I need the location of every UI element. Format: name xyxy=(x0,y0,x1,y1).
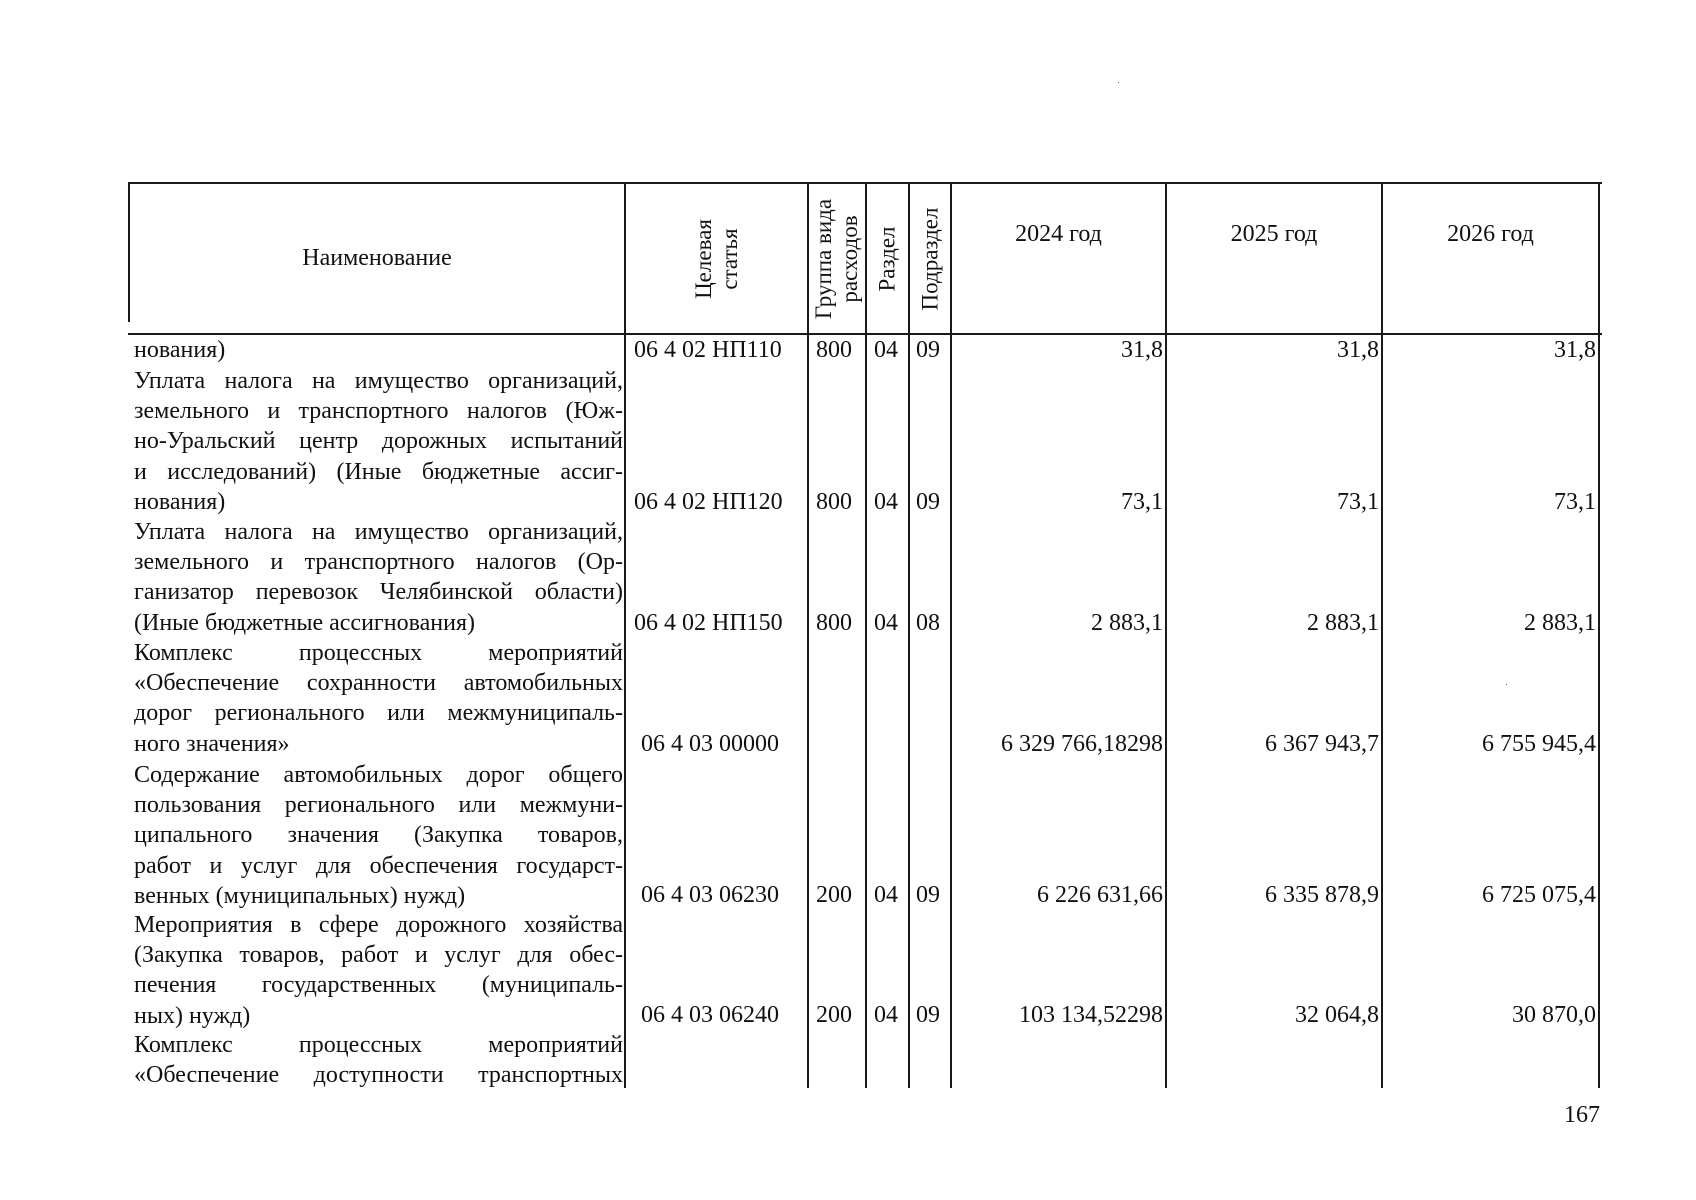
row-section: 04 xyxy=(874,610,898,636)
table-row-name: Комплекс процессных мероприятий «Обеспечение доступности транспортных xyxy=(134,1032,623,1089)
table-row-name: Содержание автомобильных дорог общего пользования регионального или межмуни- ципального значения (Закупка товаров, работ и услуг для обеспечения государст- венных (муниципальных) нужд) xyxy=(134,762,623,909)
row-value-2025: 32 064,8 xyxy=(1295,1002,1379,1028)
header-target-article xyxy=(626,184,807,333)
page-number: 167 xyxy=(1564,1102,1600,1128)
row-value-2026: 2 883,1 xyxy=(1524,610,1596,636)
row-value-2026: 30 870,0 xyxy=(1512,1002,1596,1028)
row-group: 800 xyxy=(816,337,852,363)
header-subsection xyxy=(910,184,950,333)
row-code: 06 4 02 НП120 xyxy=(634,489,783,515)
row-section: 04 xyxy=(874,337,898,363)
row-code: 06 4 03 06230 xyxy=(641,882,779,908)
row-group: 800 xyxy=(816,489,852,515)
header-2025: 2025 год xyxy=(1230,220,1318,247)
row-subsection: 09 xyxy=(916,489,940,515)
row-value-2025: 2 883,1 xyxy=(1307,610,1379,636)
header-name xyxy=(130,184,624,333)
row-subsection: 09 xyxy=(916,337,940,363)
row-section: 04 xyxy=(874,489,898,515)
row-value-2025: 31,8 xyxy=(1337,337,1379,363)
row-code: 06 4 02 НП110 xyxy=(634,337,782,363)
row-value-2024: 6 329 766,18298 xyxy=(1001,731,1163,757)
row-value-2026: 6 725 075,4 xyxy=(1482,882,1596,908)
header-section-text: Раздел xyxy=(874,225,900,292)
row-group: 800 xyxy=(816,610,852,636)
header-expense-group xyxy=(809,184,865,333)
row-subsection: 09 xyxy=(916,882,940,908)
row-section: 04 xyxy=(874,1002,898,1028)
header-section xyxy=(867,184,908,333)
row-value-2024: 103 134,52298 xyxy=(1019,1002,1163,1028)
table-row-name: Уплата налога на имущество организаций, земельного и транспортного налогов (Ор- ганизатор перевозок Челябинской области) (Иные бюджетные ассигнования) xyxy=(134,519,623,636)
table-row-name: Комплекс процессных мероприятий «Обеспечение сохранности автомобильных дорог регионального или межмуниципаль- ного значения» xyxy=(134,640,623,757)
row-value-2025: 6 367 943,7 xyxy=(1265,731,1379,757)
table-row-name: Уплата налога на имущество организаций, земельного и транспортного налогов (Юж- но-Уральский центр дорожных испытаний и исследований) (Иные бюджетные ассиг- нования) xyxy=(134,368,623,515)
row-value-2026: 31,8 xyxy=(1554,337,1596,363)
row-group: 200 xyxy=(816,1002,852,1028)
header-target-article-text: Целевая статья xyxy=(690,218,742,299)
header-2026: 2026 год xyxy=(1447,220,1534,247)
table-row-name: Мероприятия в сфере дорожного хозяйства (Закупка товаров, работ и услуг для обес- печения государственных (муниципаль- ных) нужд) xyxy=(134,912,623,1029)
header-2024: 2024 год xyxy=(1015,220,1102,247)
scan-speck xyxy=(1118,82,1119,83)
row-value-2024: 6 226 631,66 xyxy=(1037,882,1163,908)
table-row-name: нования) xyxy=(134,337,226,363)
header-name-text: Наименование xyxy=(302,245,452,271)
row-value-2026: 6 755 945,4 xyxy=(1482,731,1596,757)
row-subsection: 08 xyxy=(916,610,940,636)
row-value-2025: 6 335 878,9 xyxy=(1265,882,1379,908)
row-group: 200 xyxy=(816,882,852,908)
scan-speck xyxy=(1506,684,1507,685)
col-divider-2024 xyxy=(1165,182,1167,1088)
header-expense-group-text: Группа вида расходов xyxy=(811,198,863,319)
row-subsection: 09 xyxy=(916,1002,940,1028)
col-divider-2025 xyxy=(1381,182,1383,1088)
row-value-2025: 73,1 xyxy=(1337,489,1379,515)
row-section: 04 xyxy=(874,882,898,908)
header-subsection-text: Подраздел xyxy=(917,207,943,310)
col-divider-subsection xyxy=(950,182,952,1088)
row-code: 06 4 03 00000 xyxy=(641,731,779,757)
row-value-2026: 73,1 xyxy=(1554,489,1596,515)
row-value-2024: 2 883,1 xyxy=(1091,610,1163,636)
row-code: 06 4 02 НП150 xyxy=(634,610,783,636)
row-code: 06 4 03 06240 xyxy=(641,1002,779,1028)
row-value-2024: 73,1 xyxy=(1121,489,1163,515)
table-right-border xyxy=(1598,182,1600,1088)
row-value-2024: 31,8 xyxy=(1121,337,1163,363)
